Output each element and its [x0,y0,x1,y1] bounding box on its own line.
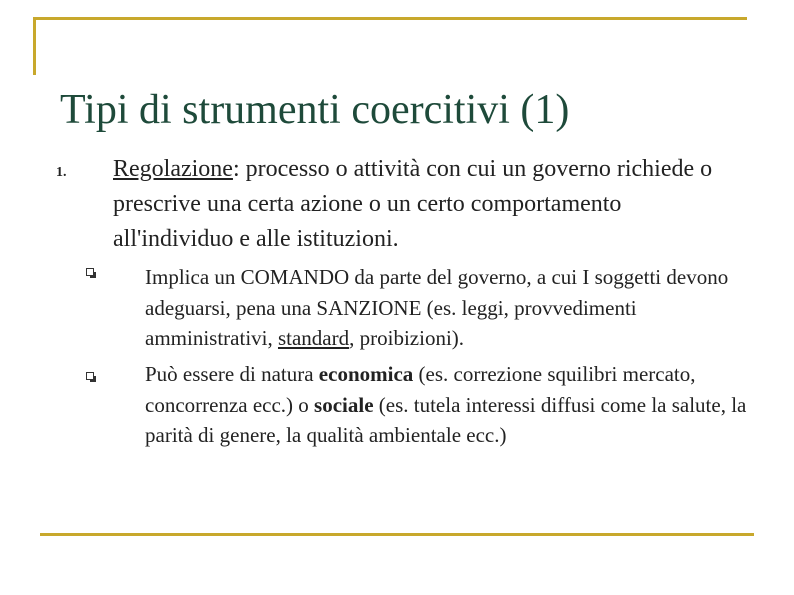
subpoint-2-bold-sociale: sociale [314,392,374,417]
subpoint-1-text-a: Implica un COMANDO da parte del governo, a cui I soggetti devono adeguarsi, pena una SANZIONE (es. leggi, provvedimenti amministrativi, [145,265,729,350]
subpoint-2-text-c: (es. tutela interessi diffusi come la salute, la parità di genere, la qualità ambientale ecc.) [145,392,747,447]
subpoint-2-text-b: (es. correzione squilibri mercato, concorrenza ecc.) o [145,362,696,417]
frame-left-rule [33,17,36,75]
subpoint-1-text-b: , proibizioni). [349,326,465,350]
subpoint-2-bold-economica: economica [318,362,414,386]
subpoint-2 [145,359,765,451]
subpoint-1 [145,262,765,354]
main-text: : processo o attività con cui un governo richiede o prescrive una certa azione o un certo comportamento all'individuo e alle istituzioni. [113,156,713,252]
main-point [113,152,733,257]
main-term: Regolazione [113,156,233,182]
bullet-square-icon [86,268,94,276]
frame-bottom-rule [40,533,754,536]
slide-title: Tipi di strumenti coercitivi (1) [60,87,570,134]
list-number: 1. [56,165,67,180]
subpoint-1-underlined: standard [277,326,350,350]
bullet-square-icon [86,372,94,380]
subpoint-2-text-a: Può essere di natura [145,362,319,386]
frame-top-rule [33,17,747,20]
